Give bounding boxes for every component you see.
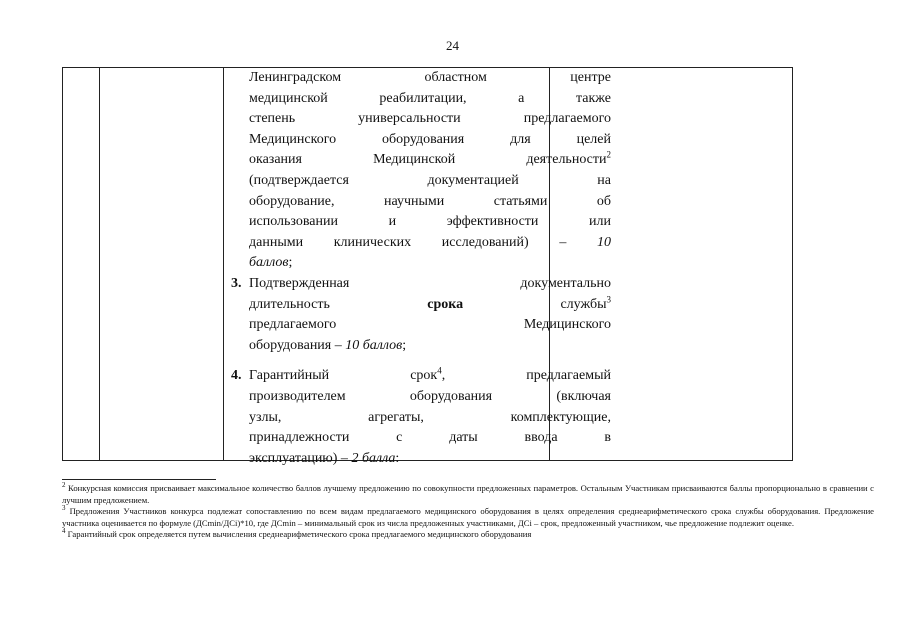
page-number: 24 [446,38,459,53]
text-line: (подтверждается документацией на [249,172,611,188]
text-line: степень универсальности предлагаемого [249,111,611,127]
text-line: эксплуатацию) – 2 балла: [249,450,400,466]
footnote-ref-4[interactable]: 4 [437,365,442,376]
text-line: медицинской реабилитации, а также [249,90,611,106]
column-divider-1 [99,68,100,460]
text-line: предлагаемого Медицинского [249,317,611,333]
text-line: оборудование, научными статьями об [249,193,611,209]
text-line: узлы, агрегаты, комплектующие, [249,409,611,425]
text-line: производителем оборудования (включая [249,388,611,404]
text-line: Ленинградском областном центре [249,70,611,85]
footnote-3: $^3$ Предложения Участников конкурса подлежат сопоставлению по всем видам предлагаемого медицинского оборудования в целях определения среднеарифметического срока службы оборудования. Предложение участника оценивается по формуле (ДСmin/ДСi)*10, где ДСmin – минимальный срок из числа предложенных участниками, ДСi – срок, предложенный участником, чье предложение подлежит оценке. [62,504,874,528]
text-line: Медицинского оборудования для целей [249,131,611,147]
criterion-item-4 [231,365,611,469]
text-line: использовании и эффективности или [249,214,611,230]
item-number: 3. [231,275,242,291]
footnotes [62,483,874,541]
item-number: 4. [231,368,242,384]
criterion-item-3 [231,274,611,356]
text-line: принадлежности с даты ввода в [249,430,611,446]
footnote-ref-2[interactable]: 2 [606,149,611,160]
footnote-separator [62,479,216,480]
footnote-4: $^4$ Гарантийный срок определяется путем вычисления среднеарифметического срока предлагаемого медицинского оборудования [62,527,532,539]
footnote-2: $^2$ Конкурсная комиссия присваивает максимальное количество баллов лучшему предложению по совокупности предложенных параметров. Остальным Участникам присваиваются баллы пропорционально в сравнении с лучшим предложением. [62,481,874,505]
text-line: 3. Подтвержденная документально [249,274,611,295]
text-line: оборудования – 10 баллов; [249,337,407,353]
criteria-table [62,67,793,466]
column-divider-2 [223,68,224,460]
text-line: баллов; [249,255,293,271]
criteria-cell [231,68,612,469]
footnote-ref-3[interactable]: 3 [606,293,611,304]
text-line: 4. Гарантийный срок$^4$, предлагаемый [249,366,611,387]
text-line: данными клинических исследований) – 10 [249,234,612,250]
text-line: оказания Медицинской деятельности$^2$ [249,149,611,168]
text-line: длительность срока службы$^3$ [249,293,611,312]
